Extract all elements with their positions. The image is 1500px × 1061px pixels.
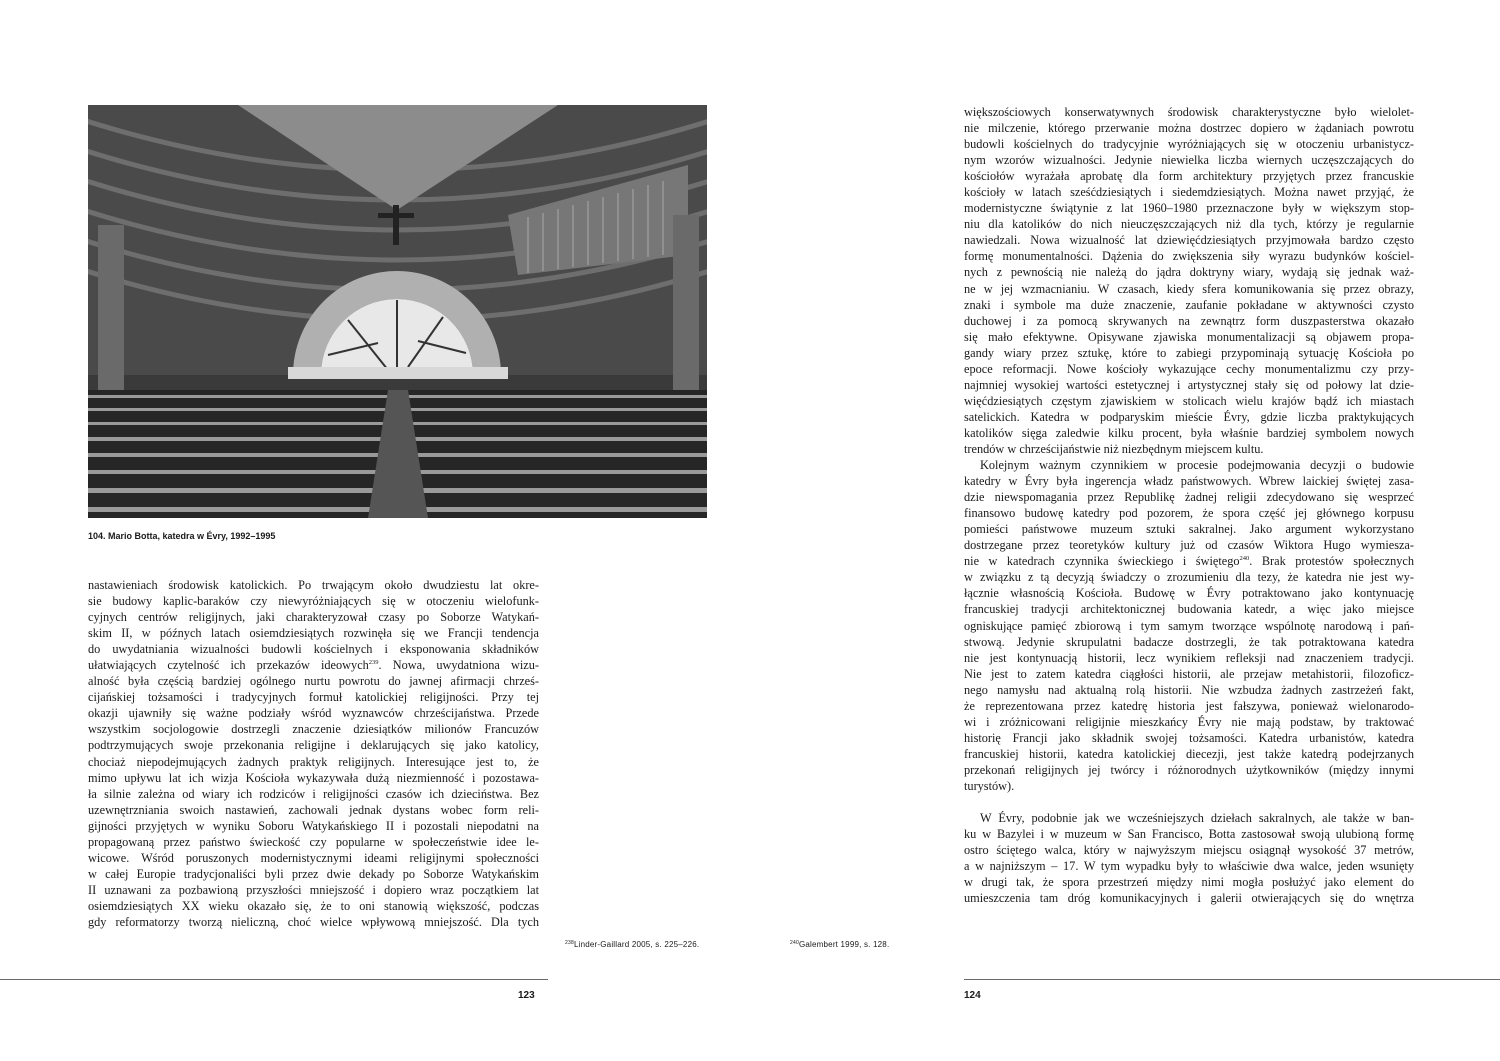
text-line: do uwydatniania wizualności budowli kościelnych i eksponowania składników bbox=[88, 642, 539, 657]
bottom-rule bbox=[964, 979, 1500, 980]
text-line: przekonań religijnych jej twórcy i różnorodnych użytkowników (między innymi bbox=[964, 762, 1414, 777]
text-line: kościołów wyrażała aprobatę dla form architektury przyjętych przez francuskie bbox=[964, 169, 1414, 184]
text-fragment: nie w katedrach czynnika świeckiego i świętego bbox=[964, 554, 1240, 569]
page-number: 124 bbox=[964, 990, 981, 1001]
footnote-number: 240 bbox=[790, 940, 799, 946]
text-line: wszystkim socjologowie dostrzegli znaczenie dziesiątków milionów Francuzów bbox=[88, 722, 539, 737]
text-line: gijności przyjętych w wyniku Soboru Watykańskiego II i pozostali niepodatni na bbox=[88, 818, 539, 833]
text-line: znaki i symbole ma duże znaczenie, zaufanie pokładane w aktywności czysto bbox=[964, 297, 1414, 312]
footnote-ref: 239 bbox=[368, 659, 379, 667]
footnote-238 bbox=[565, 940, 699, 949]
text-line: nie milczenie, którego przerwanie można dostrzec dopiero w żądaniach powrotu bbox=[964, 121, 1414, 136]
text-line: umieszczenia tam dróg komunikacyjnych i galerii otwierających się do wnętrza bbox=[964, 891, 1414, 906]
text-line: stwową. Jedynie skrupulatni badacze dostrzegli, że tak potraktowana katedra bbox=[964, 634, 1414, 649]
text-line: wicowe. Wśród poruszonych modernistycznymi ideami religijnymi społeczności bbox=[88, 850, 539, 865]
text-line: w całej Europie tradycjonaliści byli przez dwie dekady po Soborze Watykańskim bbox=[88, 866, 539, 881]
text-line: alność była częścią bardziej ogólnego nurtu powrotu do jawnej afirmacji chrześ- bbox=[88, 674, 539, 689]
text-line: nastawieniach środowisk katolickich. Po trwającym około dwudziestu lat okre- bbox=[88, 578, 539, 592]
right-body-text bbox=[964, 104, 1414, 906]
text-line: osiemdziesiątych XX wieku okazało się, że to oni stanowią większość, podczas bbox=[88, 898, 539, 913]
text-line: mimo upływu lat ich wizja Kościoła wykazywała dużą niezmienność i pozostawa- bbox=[88, 770, 539, 785]
text-line: turystów). bbox=[964, 778, 1015, 793]
text-line: pomieści państwowe muzeum sztuki sakralnej. Jako argument wykorzystano bbox=[964, 522, 1414, 537]
text-line: francuskiej historii, katedra katolickiej diecezji, jest także katedrą podejrzanych bbox=[964, 746, 1414, 761]
text-line: budowli kościelnych do tradycyjnie wyróżniających się w otoczeniu urbanistycz- bbox=[964, 137, 1414, 152]
text-line: kościoły w latach sześćdziesiątych i siedemdziesiątych. Można nawet przyjąć, że bbox=[964, 185, 1414, 200]
text-line: ku w Bazylei i w muzeum w San Francisco, Botta zastosował swoją ulubioną formę bbox=[964, 827, 1414, 842]
text-line: katedry w Évry była ingerencja władz państwowych. Wbrew laickiej świętej zasa- bbox=[964, 474, 1414, 489]
text-line: że reprezentowana przez katedrę historia jest fałszywa, ponieważ wielonarodo- bbox=[964, 698, 1414, 713]
text-line: nawiedzali. Nowa wizualność lat dziewięćdziesiątych przyjmowała bardzo często bbox=[964, 233, 1414, 248]
text-line: najmniej wysokiej wartości estetycznej i artystycznej stały się od połowy lat dzie- bbox=[964, 377, 1414, 392]
text-line: Kolejnym ważnym czynnikiem w procesie podejmowania decyzji o budowie bbox=[980, 458, 1414, 473]
text-line: ostro ściętego walca, który w najwyższym miejscu osiągnął wysokość 37 metrów, bbox=[964, 843, 1414, 858]
text-fragment: . Nowa, uwydatniona wizu- bbox=[378, 658, 539, 673]
text-line: podtrzymujących swoje przekonania religijne i deklarujących się jako katolicy, bbox=[88, 738, 539, 753]
text-line: wi i zróżnicowani religijnie mieszkańcy Évry nie mają podstaw, by traktować bbox=[964, 714, 1414, 729]
text-line: duchowej i za pomocą skrywanych na zewnątrz form duszpasterstwa okazało bbox=[964, 313, 1414, 328]
text-line: większościowych konserwatywnych środowisk charakterystyczne było wielolet- bbox=[964, 105, 1414, 119]
left-body-text bbox=[88, 577, 539, 930]
text-line: nie jest kontynuacją historii, lecz wynikiem refleksji nad znaczeniem tradycji. bbox=[964, 650, 1414, 665]
text-line: nego namysłu nad aktualną rolą historii. Nie wzbudza żadnych zastrzeżeń fakt, bbox=[964, 682, 1414, 697]
text-line: cyjnych centrów religijnych, jaki charakteryzował czasy po Soborze Watykań- bbox=[88, 610, 539, 625]
text-line: katolików sięga zaledwie kilku procent, była właśnie bardziej symbolem nowych bbox=[964, 425, 1414, 440]
text-line: dostrzegane przez teoretyków kultury już od czasów Wiktora Hugo wymiesza- bbox=[964, 538, 1414, 553]
text-line: ogniskujące pamięć zbiorową i tym samym tworzące wspólnotę narodową i pań- bbox=[964, 618, 1414, 633]
text-line: sie budowy kaplic-baraków czy niewyróżniających się w otoczeniu wielofunk- bbox=[88, 594, 539, 609]
text-line: gandy wiary przez sztukę, które to zabiegi przypominają sytuację Kościoła po bbox=[964, 345, 1414, 360]
text-line: skim II, w późnych latach osiemdziesiątych rozwinęła się we Francji tendencja bbox=[88, 626, 539, 641]
footnote-number: 238 bbox=[565, 940, 574, 946]
text-line: finansowo budowę katedry pod pozorem, że spora część jej głównego korpusu bbox=[964, 506, 1414, 521]
cathedral-interior-photo bbox=[88, 105, 707, 518]
figure-caption: 104. Mario Botta, katedra w Évry, 1992–1995 bbox=[88, 531, 276, 541]
text-line: okazji ujawniły się ważne podziały wśród wyznawców chrześcijaństwa. Przede bbox=[88, 706, 539, 721]
text-line: II uznawani za pozbawioną przyszłości mniejszość i dopiero wraz początkiem lat bbox=[88, 882, 539, 897]
text-line bbox=[964, 553, 1414, 569]
text-line: się mało efektywne. Opisywane zjawiska monumentalizacji są objawem propa- bbox=[964, 329, 1414, 344]
text-line: nych z pewnością nie należą do jądra doktryny wiary, wydają się jednak waż- bbox=[964, 265, 1414, 280]
text-line: niu dla katolików do nich nieuczęszczających niż dla tych, którzy je regularnie bbox=[964, 217, 1414, 232]
footnote-ref: 240 bbox=[1239, 555, 1250, 563]
text-line: historię Francji jako składnik swojej tożsamości. Katedra urbanistów, katedra bbox=[964, 730, 1414, 745]
text-line: a w najniższym – 17. W tym wypadku były to właściwie dwa walce, jeden wsunięty bbox=[964, 859, 1414, 874]
text-fragment: ułatwiających czytelność ich przekazów ideowych bbox=[88, 658, 369, 673]
footnote-240 bbox=[790, 940, 889, 949]
text-line: propagowaną przez państwo świeckość czy popularne w społeczeństwie idee le- bbox=[88, 834, 539, 849]
text-line: w drugi tak, że spora przestrzeń między nimi mogła posłużyć jako element do bbox=[964, 875, 1414, 890]
text-line: francuskiej tradycji architektonicznej budowania katedr, a więc jako miejsce bbox=[964, 602, 1414, 617]
text-line: epoce reformacji. Nowe kościoły wykazujące cechy monumentalizmu czy przy- bbox=[964, 361, 1414, 376]
text-line: łącznie własnością Kościoła. Budowę w Évry potraktowano jako kontynuację bbox=[964, 586, 1414, 601]
right-page bbox=[750, 0, 1500, 1061]
paragraph-gap bbox=[964, 794, 1414, 810]
text-line: chociaż niepodejmujących żadnych praktyk religijnych. Interesujące jest to, że bbox=[88, 754, 539, 769]
text-line: W Évry, podobnie jak we wcześniejszych dziełach sakralnych, ale także w ban- bbox=[980, 811, 1414, 826]
text-line: formę monumentalności. Dążenia do zwiększenia siły wyrazu budynków kościel- bbox=[964, 249, 1414, 264]
text-line: w związku z tą decyzją świadczy o zrozumieniu dla tezy, że katedra nie jest wy- bbox=[964, 570, 1414, 585]
text-line: nym wzorów wizualności. Jedynie niewielka liczba wiernych uczęszczających do bbox=[964, 153, 1414, 168]
text-line: gdy reformatorzy tworzą nieliczną, choć wielce wpływową mniejszość. Dla tych bbox=[88, 914, 539, 929]
text-line: modernistyczne świątynie z lat 1960–1980 przeznaczone były w większym stop- bbox=[964, 201, 1414, 216]
text-line: trendów w chrześcijaństwie niż niezbędnym miejscem kultu. bbox=[964, 441, 1264, 456]
text-line: dzie niewspomagania przez Republikę żadnej religii zdecydowano się wesprzeć bbox=[964, 490, 1414, 505]
footnote-text: Linder-Gaillard 2005, s. 225–226. bbox=[573, 940, 700, 949]
text-line: Nie jest to zatem katedra ciągłości historii, ale przejaw metahistorii, filozoficz- bbox=[964, 666, 1414, 681]
text-line: cijańskiej tożsamości i tradycyjnych formuł katolickiej religijności. Przy tej bbox=[88, 690, 539, 705]
text-line: uzewnętrzniania swoich nastawień, zachowali jednak dystans wobec form reli- bbox=[88, 802, 539, 817]
bottom-rule bbox=[0, 979, 548, 980]
text-line: ne w jej wzmacnianiu. W czasach, kiedy sfera komunikowania się przez obrazy, bbox=[964, 281, 1414, 296]
footnote-text: Galembert 1999, s. 128. bbox=[798, 940, 890, 949]
text-line: więćdziesiątych częstym zjawiskiem w stolicach wielu krajów bądź ich miastach bbox=[964, 393, 1414, 408]
text-line bbox=[88, 657, 539, 673]
text-fragment: . Brak protestów społecznych bbox=[1249, 554, 1414, 569]
text-line: satelickich. Katedra w podparyskim mieście Évry, gdzie liczba praktykujących bbox=[964, 409, 1414, 424]
text-line: ła silnie zależna od wiary ich rodziców i religijności czasów ich dzieciństwa. Bez bbox=[88, 786, 539, 801]
page-number: 123 bbox=[518, 990, 535, 1001]
